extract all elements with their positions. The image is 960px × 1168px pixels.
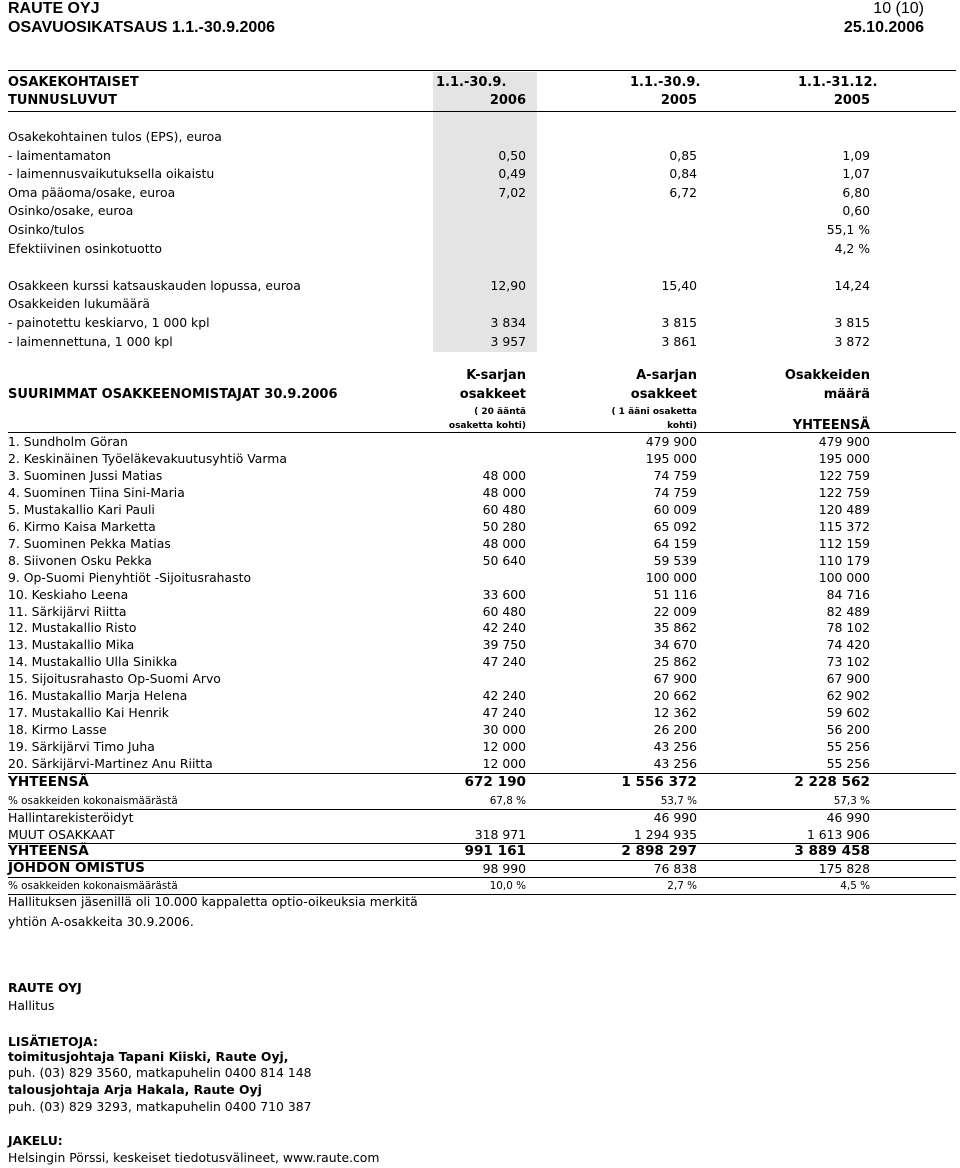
other-label: MUUT OSAKKAAT xyxy=(8,827,115,842)
shareholder-row xyxy=(8,518,956,535)
col1-value: 42 240 xyxy=(482,620,526,636)
col2-value: 35 862 xyxy=(653,620,697,636)
col1-value: 12 000 xyxy=(482,756,526,772)
row-label: Oma pääoma/osake, euroa xyxy=(8,184,176,200)
options-note: Hallituksen jäsenillä oli 10.000 kappaletta optio-oikeuksia merkitä xyxy=(8,894,418,909)
col3-year: 2005 xyxy=(833,93,870,108)
col2-value: 60 009 xyxy=(653,501,697,517)
owners-title: SUURIMMAT OSAKKEENOMISTAJAT 30.9.2006 xyxy=(8,387,338,402)
col2-value: 65 092 xyxy=(653,518,697,534)
col3-value: 55 256 xyxy=(826,739,870,755)
contact-1-name: toimitusjohtaja Tapani Kiiski, Raute Oyj, xyxy=(8,1049,289,1064)
col2-period: 1.1.-30.9. xyxy=(630,75,701,90)
shareholder-row xyxy=(8,535,956,552)
col3-value: 110 179 xyxy=(818,552,870,568)
col1-value: 60 480 xyxy=(482,603,526,619)
mgmt-pct-label: % osakkeiden kokonaismäärästä xyxy=(8,880,178,892)
shareholder-row xyxy=(8,636,956,653)
col2-value: 6,72 xyxy=(669,184,697,200)
col2-value: 3 815 xyxy=(661,315,697,330)
col3-value: 0,60 xyxy=(842,203,870,219)
col3-value: 3 872 xyxy=(834,333,870,349)
nominee-row xyxy=(8,809,956,826)
row-label: 17. Mustakallio Kai Henrik xyxy=(8,705,169,721)
percentage-row xyxy=(8,793,956,810)
col1-value: 12,90 xyxy=(490,277,526,293)
col1-value: 0,49 xyxy=(498,166,526,182)
mgmt-pct-a: 2,7 % xyxy=(667,880,697,892)
a-series-header: A-sarjan xyxy=(636,368,697,383)
total-label: YHTEENSÄ xyxy=(792,418,870,433)
col2-value: 0,85 xyxy=(669,147,697,163)
row-label: 9. Op-Suomi Pienyhtiöt -Sijoitusrahasto xyxy=(8,569,252,585)
row-label: 3. Suominen Jussi Matias xyxy=(8,467,163,483)
col2-value: 74 759 xyxy=(653,484,697,500)
col3-value: 14,24 xyxy=(834,277,870,293)
row-label: Osinko/osake, euroa xyxy=(8,203,134,219)
nominee-all: 46 990 xyxy=(826,810,870,825)
col3-value: 479 900 xyxy=(818,434,870,449)
col3-value: 74 420 xyxy=(826,637,870,653)
col3-value: 55 256 xyxy=(826,756,870,772)
k-series-votes-note-2: osaketta kohti) xyxy=(448,421,526,431)
other-owners-row xyxy=(8,826,956,843)
options-note-2: yhtiön A-osakkeita 30.9.2006. xyxy=(8,914,194,929)
col3-value: 56 200 xyxy=(826,722,870,738)
col2-value: 74 759 xyxy=(653,467,697,483)
shareholder-row xyxy=(8,755,956,772)
col3-value: 59 602 xyxy=(826,705,870,721)
col1-year: 2006 xyxy=(489,93,526,108)
col2-value: 20 662 xyxy=(653,688,697,704)
divider xyxy=(8,70,956,71)
contact-2-phone: puh. (03) 829 3293, matkapuhelin 0400 710 387 xyxy=(8,1099,312,1114)
pct-all: 57,3 % xyxy=(833,795,870,807)
col2-value: 100 000 xyxy=(645,569,697,585)
grand-total-all: 3 889 458 xyxy=(794,843,870,859)
col3-value: 73 102 xyxy=(826,654,870,670)
col2-value: 34 670 xyxy=(653,637,697,653)
row-label: 19. Särkijärvi Timo Juha xyxy=(8,739,155,755)
col3-value: 84 716 xyxy=(826,586,870,602)
row-label: 16. Mustakallio Marja Helena xyxy=(8,688,188,704)
col2-value: 195 000 xyxy=(645,450,697,466)
col2-value: 3 861 xyxy=(661,333,697,349)
col2-value: 43 256 xyxy=(653,756,697,772)
col3-value: 67 900 xyxy=(826,671,870,687)
col1-value: 50 640 xyxy=(482,552,526,568)
col3-value: 122 759 xyxy=(818,484,870,500)
grand-total-a: 2 898 297 xyxy=(621,843,697,859)
key-figures-header-line1 xyxy=(8,74,956,91)
row-label: Osinko/tulos xyxy=(8,222,85,237)
col2-value: 64 159 xyxy=(653,535,697,551)
nominee-a: 46 990 xyxy=(653,810,697,825)
nominee-label: Hallintarekisteröidyt xyxy=(8,810,134,825)
shareholder-row xyxy=(8,467,956,484)
key-figures-title-2: TUNNUSLUVUT xyxy=(8,93,117,108)
total-a: 1 556 372 xyxy=(621,774,697,790)
management-k: 98 990 xyxy=(482,861,526,876)
k-series-header: K-sarjan xyxy=(466,368,526,383)
a-series-subheader: osakkeet xyxy=(630,387,697,402)
mgmt-pct-k: 10,0 % xyxy=(489,880,526,892)
col3-value: 78 102 xyxy=(826,620,870,636)
shareholder-row xyxy=(8,670,956,687)
key-figure-row xyxy=(8,295,956,312)
row-label: 13. Mustakallio Mika xyxy=(8,637,135,653)
shareholder-row xyxy=(8,653,956,670)
row-label: - laimentamaton xyxy=(8,147,111,163)
row-label: 2. Keskinäinen Työeläkevakuutusyhtiö Varma xyxy=(8,450,287,466)
col3-value: 6,80 xyxy=(842,184,870,200)
row-label: Efektiivinen osinkotuotto xyxy=(8,240,163,256)
shareholder-row xyxy=(8,501,956,518)
management-percentage-row xyxy=(8,878,956,895)
row-label: 8. Siivonen Osku Pekka xyxy=(8,552,152,568)
col2-value: 67 900 xyxy=(653,671,697,687)
owners-header-line2 xyxy=(8,386,956,403)
grand-total-k: 991 161 xyxy=(464,843,526,859)
row-label: 5. Mustakallio Kari Pauli xyxy=(8,501,155,517)
total-k: 672 190 xyxy=(464,774,526,790)
col2-value: 43 256 xyxy=(653,739,697,755)
key-figure-row xyxy=(8,147,956,164)
shareholder-row xyxy=(8,586,956,603)
col1-value: 60 480 xyxy=(482,501,526,517)
col2-value: 26 200 xyxy=(653,722,697,738)
key-figure-row xyxy=(8,314,956,331)
k-series-votes-note: ( 20 ääntä xyxy=(474,407,526,417)
col1-value: 12 000 xyxy=(482,739,526,755)
col1-value: 48 000 xyxy=(482,484,526,500)
row-label: 10. Keskiaho Leena xyxy=(8,586,129,602)
footer-company: RAUTE OYJ xyxy=(8,980,82,995)
k-series-subheader: osakkeet xyxy=(459,387,526,402)
management-label: JOHDON OMISTUS xyxy=(8,860,145,876)
row-label: - laimennusvaikutuksella oikaistu xyxy=(8,166,215,182)
key-figure-row xyxy=(8,258,956,275)
grand-total-row xyxy=(8,843,956,860)
col3-period: 1.1.-31.12. xyxy=(798,75,878,90)
col1-value: 42 240 xyxy=(482,688,526,704)
key-figure-row xyxy=(8,240,956,257)
row-label: 20. Särkijärvi-Martinez Anu Riitta xyxy=(8,756,213,772)
info-title: LISÄTIETOJA: xyxy=(8,1034,98,1049)
pct-label: % osakkeiden kokonaismäärästä xyxy=(8,795,178,807)
col1-value: 48 000 xyxy=(482,535,526,551)
shareholder-row xyxy=(8,450,956,467)
other-k: 318 971 xyxy=(474,827,526,842)
row-label: 15. Sijoitusrahasto Op-Suomi Arvo xyxy=(8,671,221,687)
col3-value: 4,2 % xyxy=(834,240,870,256)
a-series-votes-note-2: kohti) xyxy=(667,421,697,431)
col1-value: 3 834 xyxy=(490,315,526,330)
shareholder-row xyxy=(8,687,956,704)
col1-value: 50 280 xyxy=(482,518,526,534)
col3-value: 100 000 xyxy=(818,569,870,585)
shareholder-row xyxy=(8,721,956,738)
row-label: 1. Sundholm Göran xyxy=(8,434,128,449)
row-label: - painotettu keskiarvo, 1 000 kpl xyxy=(8,315,210,330)
col3-value: 112 159 xyxy=(818,535,870,551)
distribution-text: Helsingin Pörssi, keskeiset tiedotusvälineet, www.raute.com xyxy=(8,1150,380,1165)
col1-value: 7,02 xyxy=(498,184,526,200)
col1-value: 0,50 xyxy=(498,147,526,163)
grand-total-label: YHTEENSÄ xyxy=(8,843,89,859)
divider xyxy=(8,111,956,112)
col1-value: 30 000 xyxy=(482,722,526,738)
col3-value: 1,09 xyxy=(842,147,870,163)
footer-board: Hallitus xyxy=(8,998,55,1013)
col2-year: 2005 xyxy=(660,93,697,108)
key-figures-title-1: OSAKEKOHTAISET xyxy=(8,75,139,90)
row-label: 6. Kirmo Kaisa Marketta xyxy=(8,518,156,534)
management-row xyxy=(8,860,956,877)
company-name: RAUTE OYJ xyxy=(8,0,100,17)
col1-period: 1.1.-30.9. xyxy=(436,75,507,90)
key-figure-row xyxy=(8,165,956,182)
total-label: YHTEENSÄ xyxy=(8,774,89,790)
key-figure-row xyxy=(8,128,956,145)
key-figure-row xyxy=(8,202,956,219)
row-label: 12. Mustakallio Risto xyxy=(8,620,137,636)
management-all: 175 828 xyxy=(818,861,870,876)
col3-value: 122 759 xyxy=(818,467,870,483)
col2-value: 22 009 xyxy=(653,603,697,619)
shareholder-row xyxy=(8,619,956,636)
row-label: 18. Kirmo Lasse xyxy=(8,722,107,738)
col3-value: 3 815 xyxy=(834,315,870,330)
report-title: OSAVUOSIKATSAUS 1.1.-30.9.2006 xyxy=(8,19,276,36)
contact-2-name: talousjohtaja Arja Hakala, Raute Oyj xyxy=(8,1082,262,1097)
col2-value: 0,84 xyxy=(669,166,697,182)
owners-header-line1 xyxy=(8,367,956,384)
key-figure-row xyxy=(8,333,956,350)
col3-value: 195 000 xyxy=(818,450,870,466)
total-row xyxy=(8,774,956,791)
col3-value: 82 489 xyxy=(826,603,870,619)
other-a: 1 294 935 xyxy=(633,827,697,842)
total-shares-subheader: määrä xyxy=(823,387,870,402)
row-label: Osakekohtainen tulos (EPS), euroa xyxy=(8,129,222,144)
row-label: 14. Mustakallio Ulla Sinikka xyxy=(8,654,178,670)
col1-value: 47 240 xyxy=(482,654,526,670)
report-date: 25.10.2006 xyxy=(843,19,924,36)
shareholder-row xyxy=(8,603,956,620)
key-figure-row xyxy=(8,277,956,294)
shareholder-row xyxy=(8,433,956,450)
key-figure-row xyxy=(8,184,956,201)
total-all: 2 228 562 xyxy=(794,774,870,790)
shareholder-row xyxy=(8,704,956,721)
key-figures-header-line2 xyxy=(8,92,956,109)
management-a: 76 838 xyxy=(653,861,697,876)
shareholder-row xyxy=(8,484,956,501)
mgmt-pct-all: 4,5 % xyxy=(840,880,870,892)
pct-k: 67,8 % xyxy=(489,795,526,807)
row-label: 7. Suominen Pekka Matias xyxy=(8,535,171,551)
col2-value: 15,40 xyxy=(661,277,697,293)
col1-value: 39 750 xyxy=(482,637,526,653)
col3-value: 120 489 xyxy=(818,501,870,517)
row-label: Osakkeiden lukumäärä xyxy=(8,296,150,312)
col2-value: 25 862 xyxy=(653,654,697,670)
page-number: 10 (10) xyxy=(873,0,924,17)
col2-value: 12 362 xyxy=(653,705,697,721)
row-label: Osakkeen kurssi katsauskauden lopussa, euroa xyxy=(8,277,301,293)
row-label: 4. Suominen Tiina Sini-Maria xyxy=(8,484,185,500)
shareholder-row xyxy=(8,552,956,569)
contact-1-phone: puh. (03) 829 3560, matkapuhelin 0400 814 148 xyxy=(8,1065,312,1080)
col1-value: 48 000 xyxy=(482,467,526,483)
shareholder-row xyxy=(8,569,956,586)
other-all: 1 613 906 xyxy=(806,827,870,842)
col1-value: 3 957 xyxy=(490,333,526,349)
row-label: - laimennettuna, 1 000 kpl xyxy=(8,333,173,349)
col2-value: 51 116 xyxy=(653,586,697,602)
key-figure-row xyxy=(8,221,956,238)
shareholder-row xyxy=(8,738,956,755)
col2-value: 59 539 xyxy=(653,552,697,568)
col3-value: 55,1 % xyxy=(826,222,870,237)
distribution-title: JAKELU: xyxy=(8,1133,63,1148)
col3-value: 115 372 xyxy=(818,518,870,534)
a-series-votes-note: ( 1 ääni osaketta xyxy=(611,407,697,417)
col3-value: 62 902 xyxy=(826,688,870,704)
row-label: 11. Särkijärvi Riitta xyxy=(8,603,127,619)
col2-value: 479 900 xyxy=(645,434,697,449)
col3-value: 1,07 xyxy=(842,166,870,182)
col1-value: 33 600 xyxy=(482,586,526,602)
pct-a: 53,7 % xyxy=(660,795,697,807)
total-shares-header: Osakkeiden xyxy=(784,368,870,383)
col1-value: 47 240 xyxy=(482,705,526,721)
